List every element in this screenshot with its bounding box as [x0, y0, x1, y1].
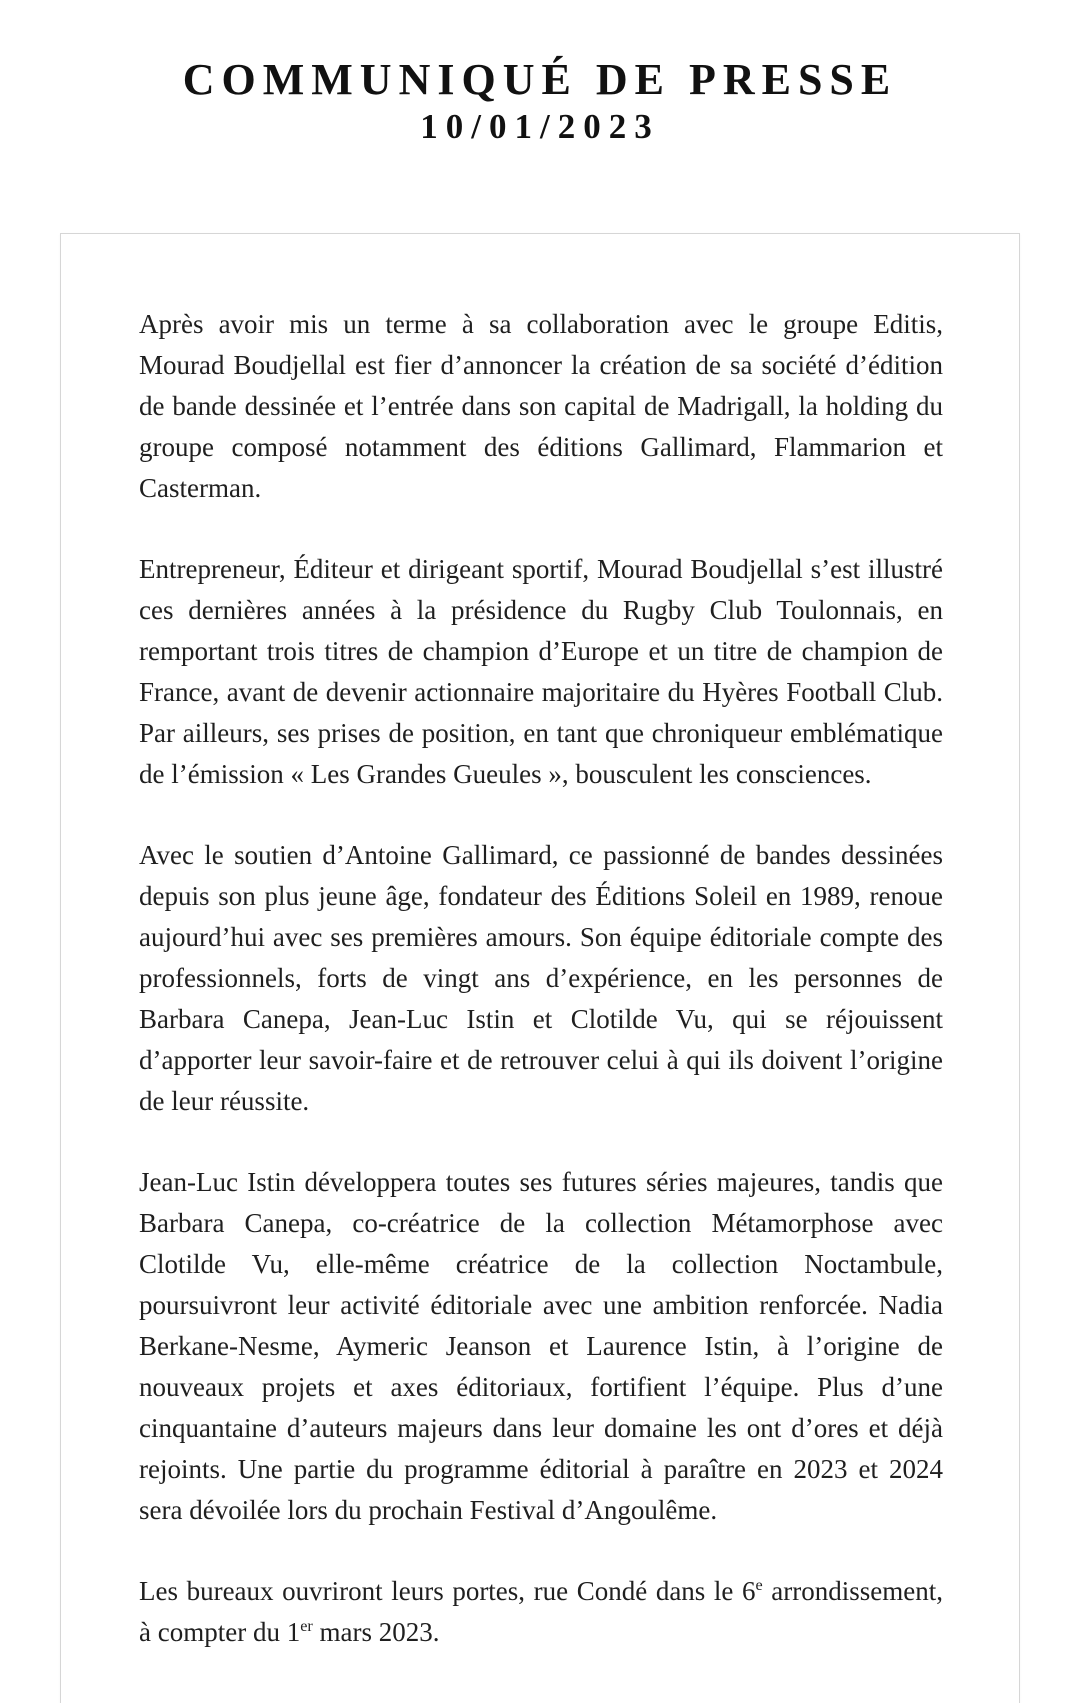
paragraph-intro: Après avoir mis un terme à sa collaboration avec le groupe Editis, Mourad Boudjellal est fier d’annoncer la création de sa société d’édition de bande dessinée et l’entrée dans son capital de Madrigall, la holding du groupe composé notamment des éditions Gallimard, Flammarion et Casterman. — [139, 309, 943, 504]
closing-text-part2: arrondissement, à compter du 1 — [139, 1576, 944, 1648]
paragraph-closing — [139, 1571, 943, 1653]
paragraph-career: Entrepreneur, Éditeur et dirigeant sportif, Mourad Boudjellal s’est illustré ces dernières années à la présidence du Rugby Club Toulonnais, en remportant trois titres de champion d’Europe et un titre de champion de France, avant de devenir actionnaire majoritaire du Hyères Football Club. Par ailleurs, ses prises de position, en tant que chroniqueur emblématique de l’émission « Les Grandes Gueules », bousculent les consciences. — [139, 554, 943, 790]
paragraph-projects: Jean-Luc Istin développera toutes ses futures séries majeures, tandis que Barbara Canepa, co-créatrice de la collection Métamorphose avec Clotilde Vu, elle-même créatrice de la collection Noctambule, poursuivront leur activité éditoriale avec une ambition renforcée. Nadia Berkane-Nesme, Aymeric Jeanson et Laurence Istin, à l’origine de nouveaux projets et axes éditoriaux, fortifient l’équipe. Plus d’une cinquantaine d’auteurs majeurs dans leur domaine les ont d’ores et déjà rejoints. Une partie du programme éditorial à paraître en 2023 et 2024 sera dévoilée lors du prochain Festival d’Angoulême. — [139, 1167, 943, 1526]
closing-text-part1: Les bureaux ouvriront leurs portes, rue Condé dans le 6 — [139, 1576, 756, 1607]
ordinal-superscript-er: er — [300, 1617, 313, 1636]
paragraph-team: Avec le soutien d’Antoine Gallimard, ce passionné de bandes dessinées depuis son plus jeune âge, fondateur des Éditions Soleil en 1989, renoue aujourd’hui avec ses premières amours. Son équipe éditoriale compte des professionnels, forts de vingt ans d’expérience, en les personnes de Barbara Canepa, Jean-Luc Istin et Clotilde Vu, qui se réjouissent d’apporter leur savoir-faire et de retrouver celui à qui ils doivent l’origine de leur réussite. — [139, 840, 943, 1117]
ordinal-superscript-e: e — [755, 1576, 763, 1595]
press-release-card — [60, 233, 1020, 1703]
page-title: COMMUNIQUÉ DE PRESSE — [182, 55, 898, 104]
press-release-date: 10/01/2023 — [420, 107, 660, 147]
header — [0, 0, 1080, 147]
closing-text-part3: mars 2023. — [312, 1617, 440, 1648]
